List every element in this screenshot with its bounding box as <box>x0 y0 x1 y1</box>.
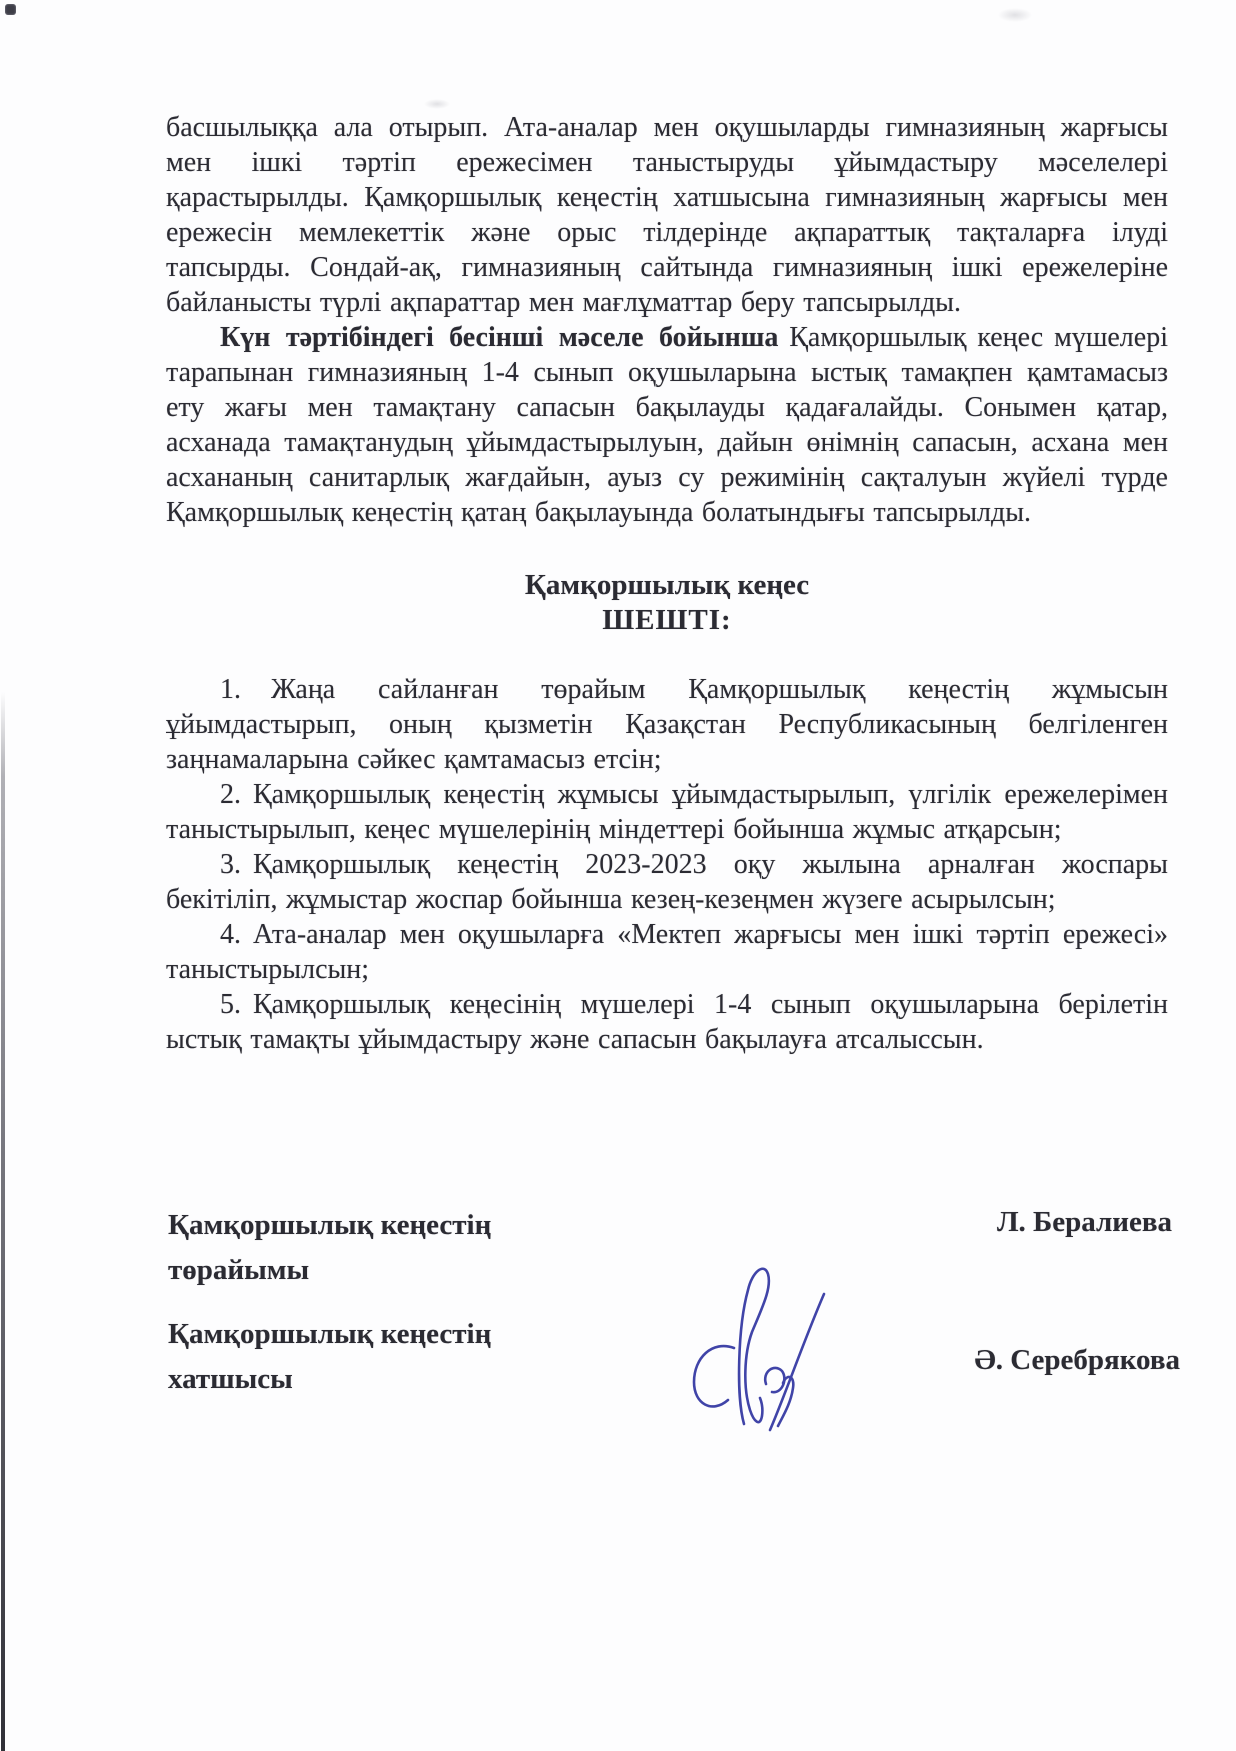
scan-artifact-smudge <box>424 99 450 109</box>
decision-heading-decided: ШЕШТІ: <box>602 604 732 636</box>
decision-item-2 <box>166 777 1168 847</box>
decision-list <box>166 672 1168 1057</box>
chairwoman-role-line2: төрайымы <box>168 1254 310 1286</box>
decision-item-1-number: 1. <box>220 674 241 705</box>
decision-item-4 <box>166 917 1168 987</box>
decision-item-1-text: Жаңа сайланған төрайым Қамқоршылық кеңестің жұмысын ұйымдастырып, оның қызметін Қазақстан Республикасының белгіленген заңнамаларына сәйкес қамтамасыз етсін; <box>166 674 1168 775</box>
scan-artifact-edge-shadow <box>1 692 5 1751</box>
decision-item-2-number: 2. <box>220 779 241 810</box>
decision-item-5-text: Қамқоршылық кеңесінің мүшелері 1-4 сынып оқушыларына берілетін ыстық тамақты ұйымдастыру және сапасын бақылауға атсалыссын. <box>166 989 1168 1055</box>
chairwoman-role-line1: Қамқоршылық кеңестің <box>168 1209 492 1241</box>
decision-item-1 <box>166 672 1168 777</box>
paragraph-agenda-item-5 <box>166 320 1168 530</box>
secretary-role-label <box>168 1312 491 1402</box>
decision-item-3-number: 3. <box>220 849 241 880</box>
paragraph-agenda-item-4: басшылыққа ала отырып. Ата-аналар мен оқушыларды гимназияның жарғысы мен ішкі тәртіп ережесімен таныстыруды ұйымдастыру мәселелері қарастырылды. Қамқоршылық кеңестің хатшысына гимназияның жарғысы мен ережесін мемлекеттік және орыс тілдерінде ақпараттық тақталарға ілуді тапсырды. Сондай-ақ, гимназияның сайтында гимназияның ішкі ережелеріне байланысты түрлі ақпараттар мен мағлұматтар беру тапсырылды. <box>166 112 1168 318</box>
document-body <box>166 110 1168 1057</box>
secretary-role-line2: хатшысы <box>168 1363 293 1395</box>
secretary-role-line1: Қамқоршылық кеңестің <box>168 1318 492 1350</box>
decision-item-2-text: Қамқоршылық кеңестің жұмысы ұйымдастырылып, үлгілік ережелерімен таныстырылып, кеңес мүшелерінің міндеттері бойынша жұмыс атқарсын; <box>166 779 1168 845</box>
handwritten-signature-icon <box>682 1256 832 1438</box>
decision-item-3-text: Қамқоршылық кеңестің 2023-2023 оқу жылына арналған жоспары бекітіліп, жұмыстар жоспар бойынша кезең-кезеңмен жүзеге асырылсын; <box>166 849 1168 915</box>
scan-artifact-corner-dot <box>5 4 16 15</box>
decision-item-5 <box>166 987 1168 1057</box>
decision-heading <box>166 568 1168 638</box>
decision-item-4-number: 4. <box>220 919 241 950</box>
decision-item-5-number: 5. <box>220 989 241 1020</box>
scan-artifact-smudge <box>998 8 1032 22</box>
decision-item-4-text: Ата-аналар мен оқушыларға «Мектеп жарғысы мен ішкі тәртіп ережесі» таныстырылсын; <box>166 919 1168 985</box>
chairwoman-role-label <box>168 1203 491 1293</box>
agenda-5-bold-lead: Күн тәртібіндегі бесінші мәселе бойынша <box>220 322 779 353</box>
chairwoman-name: Л. Бералиева <box>996 1206 1172 1238</box>
decision-heading-council: Қамқоршылық кеңес <box>524 569 810 601</box>
secretary-name: Ә. Серебрякова <box>974 1344 1180 1376</box>
agenda-5-body-text: Қамқоршылық кеңес мүшелері тарапынан гимназияның 1-4 сынып оқушыларына ыстық тамақпен қамтамасыз ету жағы мен тамақтану сапасын бақылауды қадағалайды. Сонымен қатар, асханада тамақтанудың ұйымдастырылуын, дайын өнімнің сапасын, асхана мен асхананың санитарлық жағдайын, ауыз су режимінің сақталуын жүйелі түрде Қамқоршылық кеңестің қатаң бақылауында болатындығы тапсырылды. <box>166 322 1168 528</box>
decision-item-3 <box>166 847 1168 917</box>
